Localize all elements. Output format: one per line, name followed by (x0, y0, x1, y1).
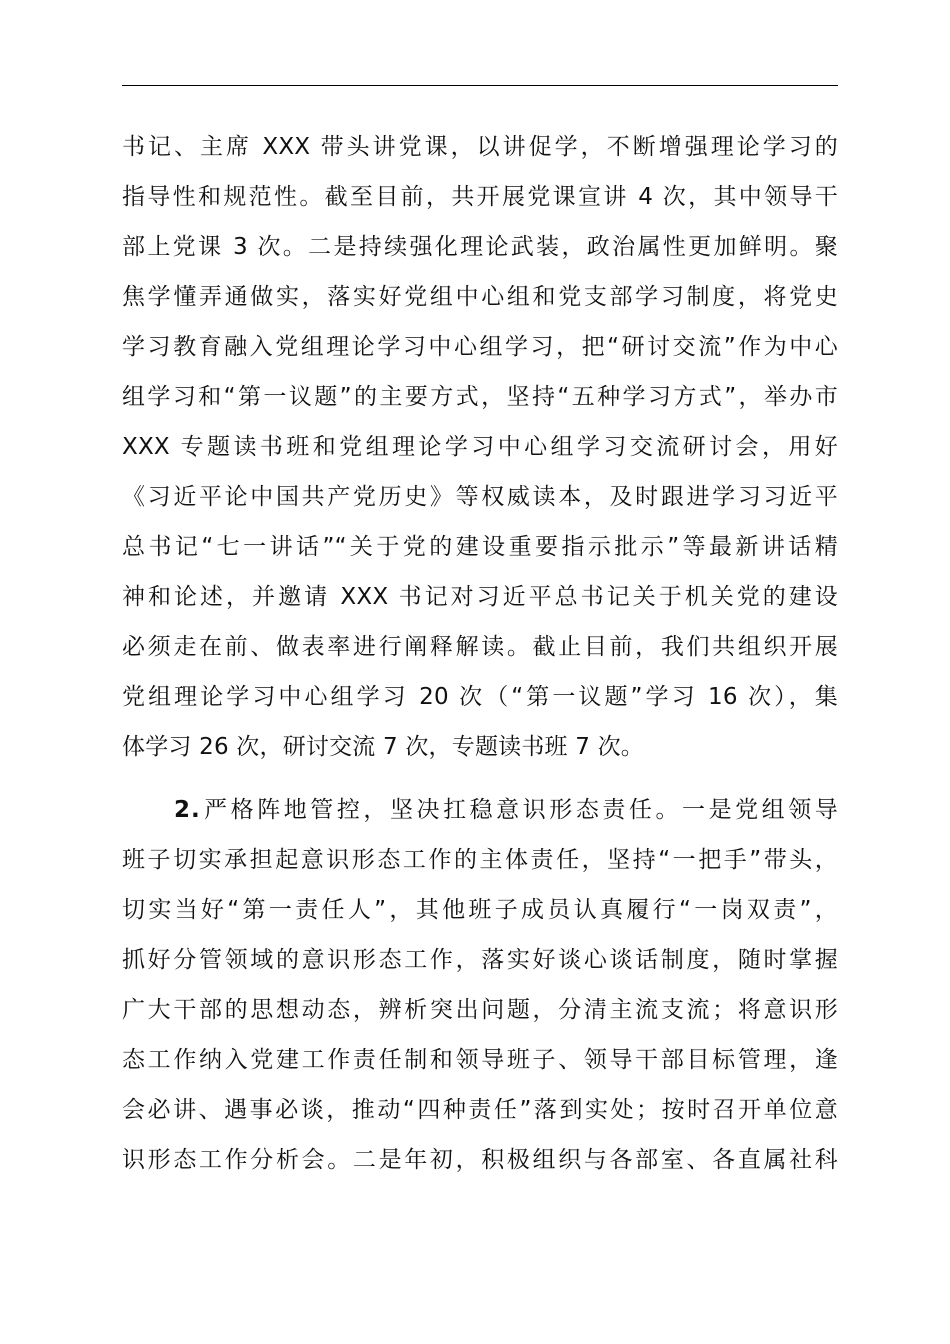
paragraph-number: 2. (174, 797, 201, 823)
paragraph-line: XXX 专题读书班和党组理论学习中心组学习交流研讨会，用好 (122, 434, 838, 460)
paragraph-line: 体学习 26 次，研讨交流 7 次，专题读书班 7 次。 (122, 734, 644, 760)
paragraph-line: 态工作纳入党建工作责任制和领导班子、领导干部目标管理，逢 (122, 1047, 838, 1073)
paragraph-1 (122, 122, 838, 772)
paragraph-line: 学习教育融入党组理论学习中心组学习，把“研讨交流”作为中心 (122, 334, 838, 360)
paragraph-2 (122, 785, 838, 1185)
header-rule (122, 85, 838, 86)
paragraph-line: 书记、主席 XXX 带头讲党课，以讲促学，不断增强理论学习的 (122, 134, 838, 160)
paragraph-line: 部上党课 3 次。二是持续强化理论武装，政治属性更加鲜明。聚 (122, 234, 838, 260)
paragraph-line: 党组理论学习中心组学习 20 次（“第一议题”学习 16 次），集 (122, 684, 838, 710)
paragraph-line: 焦学懂弄通做实，落实好党组中心组和党支部学习制度，将党史 (122, 284, 838, 310)
paragraph-line: 《习近平论中国共产党历史》等权威读本，及时跟进学习习近平 (122, 484, 838, 510)
paragraph-line-text: 严格阵地管控，坚决扛稳意识形态责任。一是党组领导 (200, 797, 838, 823)
paragraph-line: 会必讲、遇事必谈，推动“四种责任”落到实处；按时召开单位意 (122, 1097, 838, 1123)
paragraph-line: 必须走在前、做表率进行阐释解读。截止目前，我们共组织开展 (122, 634, 838, 660)
paragraph-line: 总书记“七一讲话”“关于党的建设重要指示批示”等最新讲话精 (122, 534, 838, 560)
paragraph-first-line (122, 785, 838, 835)
paragraph-line: 神和论述，并邀请 XXX 书记对习近平总书记关于机关党的建设 (122, 584, 838, 610)
paragraph-line: 班子切实承担起意识形态工作的主体责任，坚持“一把手”带头， (122, 847, 838, 873)
paragraph-line: 识形态工作分析会。二是年初，积极组织与各部室、各直属社科 (122, 1147, 838, 1173)
paragraph-line: 广大干部的思想动态，辨析突出问题，分清主流支流；将意识形 (122, 997, 838, 1023)
paragraph-line: 抓好分管领域的意识形态工作，落实好谈心谈话制度，随时掌握 (122, 947, 838, 973)
paragraph-line: 指导性和规范性。截至目前，共开展党课宣讲 4 次，其中领导干 (122, 184, 838, 210)
paragraph-line: 组学习和“第一议题”的主要方式，坚持“五种学习方式”，举办市 (122, 384, 838, 410)
paragraph-line: 切实当好“第一责任人”，其他班子成员认真履行“一岗双责”， (122, 897, 838, 923)
